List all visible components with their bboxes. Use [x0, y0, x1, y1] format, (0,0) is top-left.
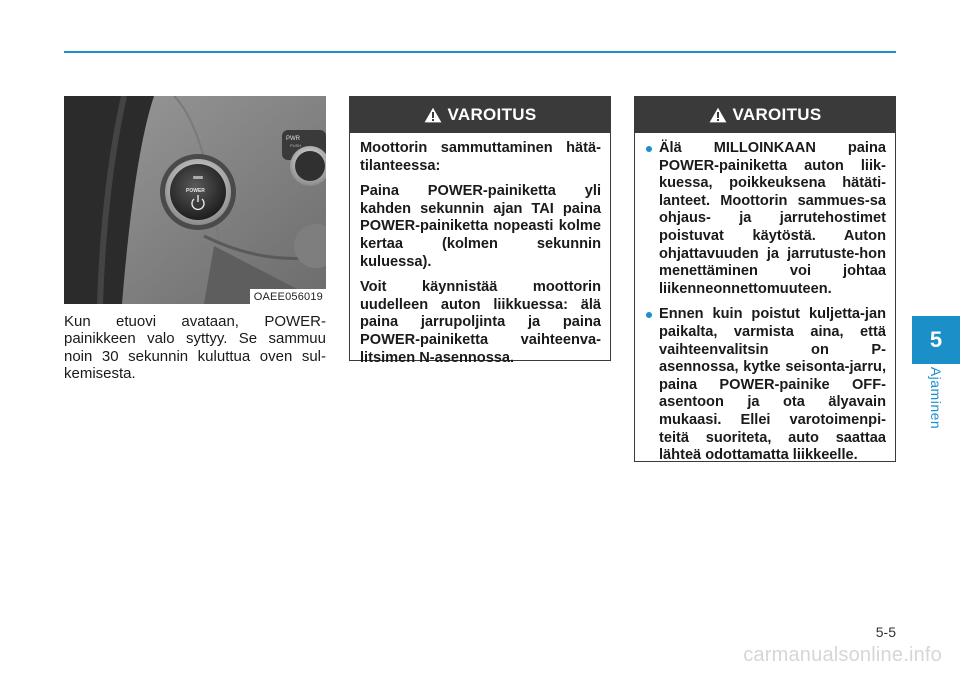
warning-list-item: Ennen kuin poistut kuljetta-jan paikalta, varmista aina, että vaihteenvalitsin on P-asennossa, kytke seisonta-jarru, paina POWER-painike OFF-asentoon ja ota älyavain mukaasi. Ellei varotoimenpi-teitä suoriteta, auto saattaa lähteä odottamatta liikkeelle. — [645, 306, 886, 464]
warning-paragraph: Paina POWER-painiketta yli kahden sekunnin ajan TAI paina POWER-painiketta nopeasti kolme kertaa (kolmen sekunnin kuluessa). — [360, 183, 601, 270]
warning-body — [635, 133, 895, 465]
chapter-title: Ajaminen — [928, 366, 944, 430]
power-button-photo — [64, 96, 326, 304]
warning-triangle-icon — [709, 107, 727, 123]
side-label-bottom: PUSH — [290, 143, 302, 148]
warning-header — [350, 97, 610, 133]
side-label-top: PWR — [286, 136, 300, 142]
warning-header — [635, 97, 895, 133]
watermark: carmanualsonline.info — [743, 644, 942, 666]
warning-paragraph: Voit käynnistää moottorin uudelleen auton liikkuessa: älä paina jarrupoljinta ja paina POWER-painiketta vaihteenva-litsimen N-asennossa. — [360, 279, 601, 366]
chapter-tab — [912, 316, 960, 364]
page-number: 5-5 — [875, 624, 896, 640]
warning-box-emergency-stop — [349, 96, 611, 366]
chapter-number: 5 — [929, 327, 943, 352]
warning-title: VAROITUS — [732, 105, 822, 124]
warning-paragraph: Moottorin sammuttaminen hätä-tilanteessa: — [360, 140, 601, 174]
warning-box-never-press — [634, 96, 896, 462]
image-code: OAEE056019 — [250, 289, 326, 304]
warning-title: VAROITUS — [447, 105, 537, 124]
power-button-label: POWER — [186, 188, 205, 194]
warning-body — [350, 133, 610, 367]
top-rule — [64, 51, 896, 53]
warning-list — [645, 140, 886, 465]
intro-text: Kun etuovi avataan, POWER-painikkeen valo syttyy. Se sammuu noin 30 sekunnin kuluttua oven sul-kemisesta. — [64, 313, 326, 383]
power-button-illustration — [64, 96, 326, 304]
warning-list-item: Älä MILLOINKAAN paina POWER-painiketta auton liik-kuessa, poikkeuksena hätäti-lanteet. Moottorin sammues-sa ohjaus- ja jarrutehostimet poistuvat käytöstä. Auton ohjattavuuden ja jarrutuste-hon menettäminen voi johtaa liikenneonnettomuuteen. — [645, 140, 886, 298]
warning-triangle-icon — [424, 107, 442, 123]
